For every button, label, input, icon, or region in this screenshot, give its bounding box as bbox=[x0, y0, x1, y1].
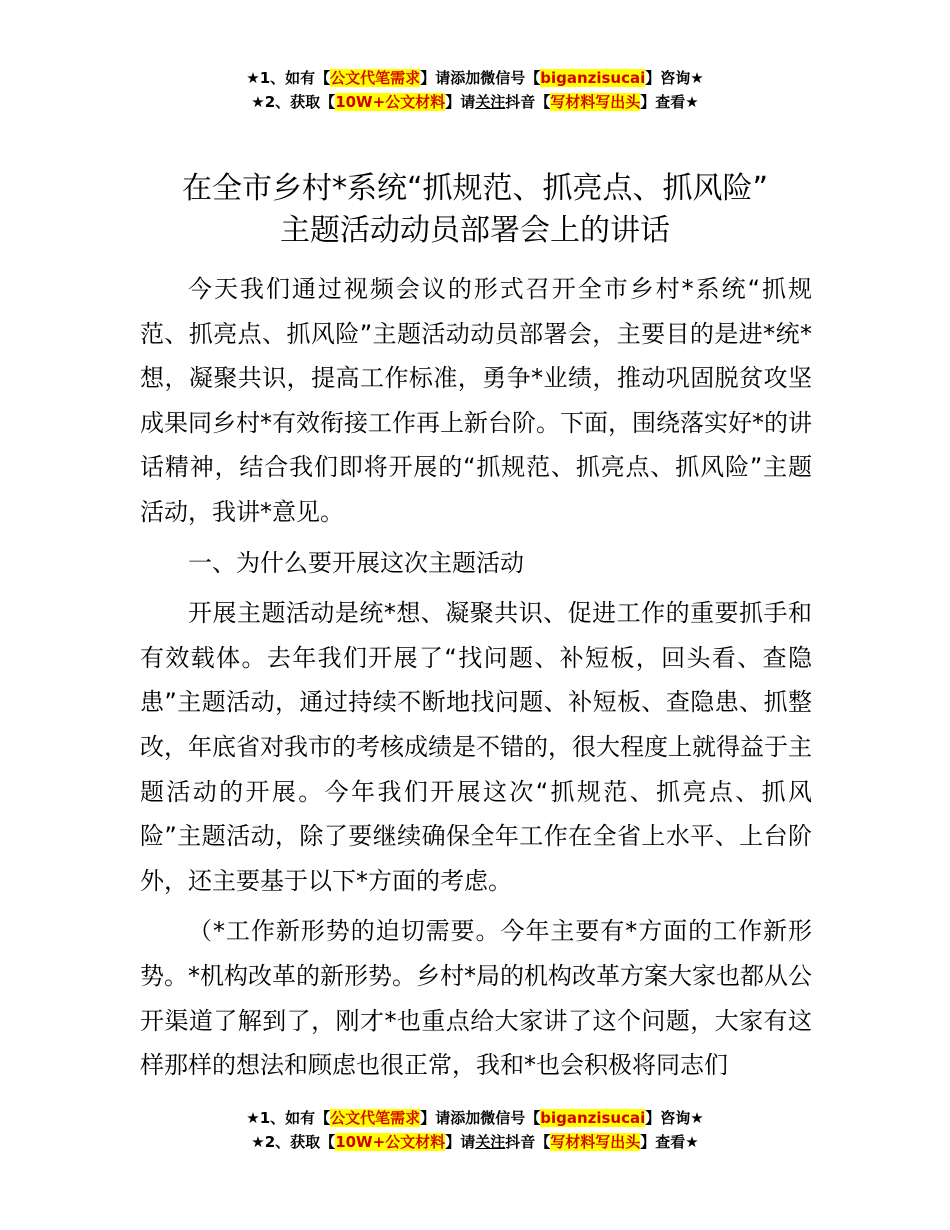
footer-highlight-wechat-id: biganzisucai bbox=[540, 1109, 646, 1127]
paragraph-new-situation: （*工作新形势的迫切需要。今年主要有*方面的工作新形势。*机构改革的新形势。乡村*局的机构改革方案大家也都从公开渠道了解到了，刚才*也重点给大家讲了这个问题，大家有这样那样的想法和顾虑也很正常，我和*也会积极将同志们 bbox=[140, 917, 812, 1080]
document-body bbox=[140, 267, 812, 1088]
footer-underline-follow: 关注 bbox=[475, 1133, 506, 1151]
header-banner bbox=[0, 66, 950, 114]
highlight-materials: 10W+公文材料 bbox=[335, 93, 446, 111]
footer-line-1: ★1、如有【公文代笔需求】请添加微信号【biganzisucai】咨询★ bbox=[246, 1109, 704, 1127]
document-title bbox=[100, 168, 850, 252]
banner-line-1: ★1、如有【公文代笔需求】请添加微信号【biganzisucai】咨询★ bbox=[246, 69, 704, 87]
footer-highlight-materials: 10W+公文材料 bbox=[335, 1133, 446, 1151]
highlight-service: 公文代笔需求 bbox=[330, 69, 421, 87]
title-line-1: 在全市乡村*系统“抓规范、抓亮点、抓风险” bbox=[181, 171, 769, 206]
banner-line-2: ★2、获取【10W+公文材料】请关注抖音【写材料写出头】查看★ bbox=[251, 93, 699, 111]
paragraph-reason: 开展主题活动是统*想、凝聚共识、促进工作的重要抓手和有效载体。去年我们开展了“找问题、补短板，回头看、查隐患”主题活动，通过持续不断地找问题、补短板、查隐患、抓整改，年底省对我市的考核成绩是不错的，很大程度上就得益于主题活动的开展。今年我们开展这次“抓规范、抓亮点、抓风险”主题活动，除了要继续确保全年工作在全省上水平、上台阶外，还主要基于以下*方面的考虑。 bbox=[140, 599, 812, 895]
underline-follow: 关注 bbox=[475, 93, 506, 111]
title-line-2: 主题活动动员部署会上的讲话 bbox=[280, 213, 670, 248]
highlight-wechat-id: biganzisucai bbox=[540, 69, 646, 87]
footer-banner bbox=[0, 1106, 950, 1154]
section-heading-1: 一、为什么要开展这次主题活动 bbox=[188, 548, 524, 577]
footer-highlight-douyin-account: 写材料写出头 bbox=[550, 1133, 641, 1151]
paragraph-intro: 今天我们通过视频会议的形式召开全市乡村*系统“抓规范、抓亮点、抓风险”主题活动动员部署会，主要目的是进*统*想，凝聚共识，提高工作标准，勇争*业绩，推动巩固脱贫攻坚成果同乡村*有效衔接工作再上新台阶。下面，围绕落实好*的讲话精神，结合我们即将开展的“抓规范、抓亮点、抓风险”主题活动，我讲*意见。 bbox=[140, 275, 812, 526]
footer-line-2: ★2、获取【10W+公文材料】请关注抖音【写材料写出头】查看★ bbox=[251, 1133, 699, 1151]
footer-highlight-service: 公文代笔需求 bbox=[330, 1109, 421, 1127]
highlight-douyin-account: 写材料写出头 bbox=[550, 93, 641, 111]
